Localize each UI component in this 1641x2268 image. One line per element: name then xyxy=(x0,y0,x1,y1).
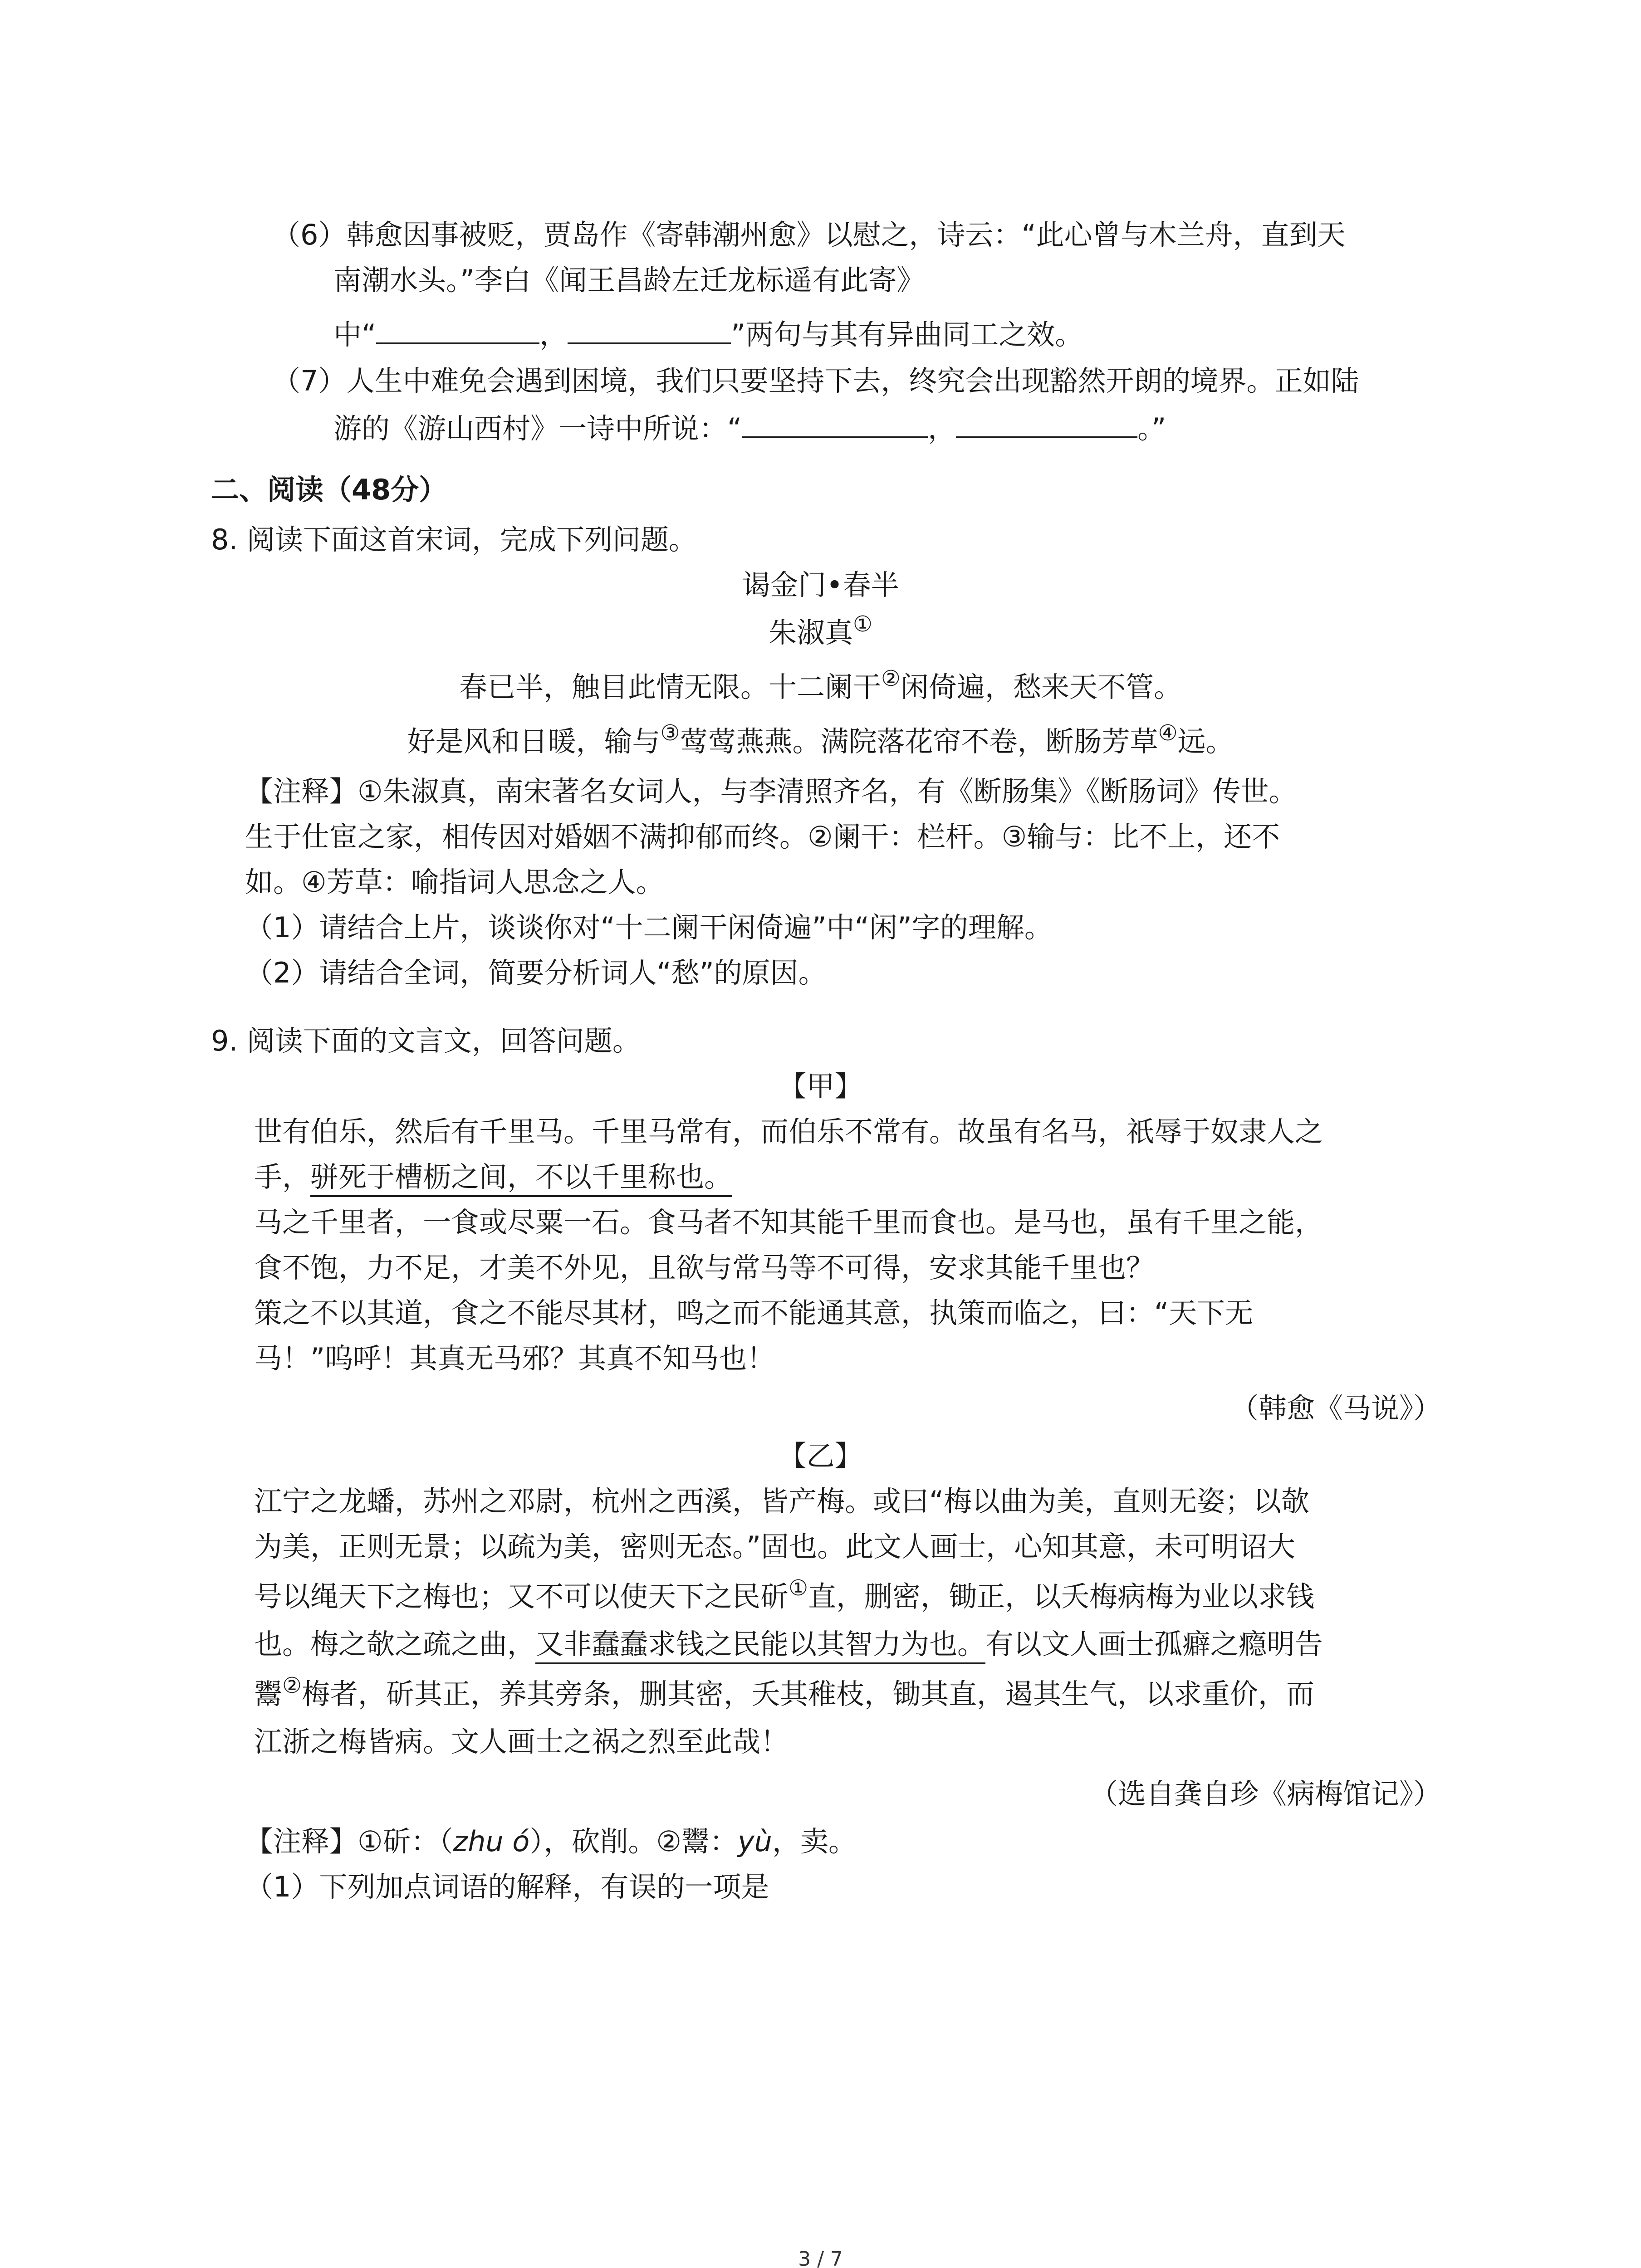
yi-line-3 xyxy=(254,1574,1314,1619)
q6-text-3c: ”两句与其有异曲同工之效。 xyxy=(731,318,1083,351)
q9-intro: 9. 阅读下面的文言文，回答问题。 xyxy=(211,1024,641,1057)
jia-line-2-a: 手， xyxy=(254,1160,311,1193)
jia-underlined-sentence: 骈死于槽枥之间，不以千里称也。 xyxy=(310,1160,732,1197)
poem-author-name: 朱淑真 xyxy=(768,616,853,649)
q9-note-a: 【注释】①斫：（ xyxy=(245,1825,453,1858)
poem-title: 谒金门•春半 xyxy=(742,568,899,601)
yi-line-1: 江宁之龙蟠，苏州之邓尉，杭州之西溪，皆产梅。或曰“梅以曲为美，直则无姿；以欹 xyxy=(254,1485,1310,1518)
poem-author xyxy=(0,610,1641,655)
q7-line1 xyxy=(272,358,1359,404)
q6-blank-1[interactable] xyxy=(376,315,539,344)
q7-text-2b: ， xyxy=(928,412,956,445)
q9-sub-1: （1）下列加点词语的解释，有误的一项是 xyxy=(245,1870,769,1903)
q6-line3 xyxy=(333,312,1083,357)
yi-line-5 xyxy=(254,1672,1314,1717)
yi-line-3-b: 直，删密，锄正，以夭梅病梅为业以求钱 xyxy=(808,1580,1315,1613)
poem-line-2-c: 远。 xyxy=(1177,725,1234,758)
poem-line-1-a: 春已半，触目此情无限。十二阑干 xyxy=(459,670,881,704)
q6-blank-2[interactable] xyxy=(568,315,731,344)
q7-text-2c: 。” xyxy=(1137,412,1166,445)
q7-blank-1[interactable] xyxy=(742,409,928,438)
q6-line2: 南潮水头。”李白《闻王昌龄左迁龙标遥有此寄》 xyxy=(333,264,925,297)
yi-underlined-sentence: 又非蠢蠢求钱之民能以其智力为也。 xyxy=(535,1628,985,1664)
yi-line-4 xyxy=(254,1622,1323,1667)
poem-note-mark-2: ② xyxy=(881,666,901,691)
q7-line2 xyxy=(333,406,1166,451)
jia-line-1: 世有伯乐，然后有千里马。千里马常有，而伯乐不常有。故虽有名马，祇辱于奴隶人之 xyxy=(254,1115,1323,1148)
q7-text-1: 人生中难免会遇到困境，我们只要坚持下去，终究会出现豁然开朗的境界。正如陆 xyxy=(346,364,1359,397)
q9-note-b: ），砍削。②鬻： xyxy=(529,1825,738,1858)
q9-note xyxy=(245,1819,857,1864)
poem-note-mark-4: ④ xyxy=(1158,720,1178,746)
jia-line-6: 马！”呜呼！其真无马邪？其真不知马也！ xyxy=(254,1342,775,1375)
jia-line-5: 策之不以其道，食之不能尽其材，鸣之而不能通其意，执策而临之，曰：“天下无 xyxy=(254,1296,1254,1330)
q8-sub-1: （1）请结合上片，谈谈你对“十二阑干闲倚遍”中“闲”字的理解。 xyxy=(245,911,1053,944)
passage-yi-title: 【乙】 xyxy=(778,1439,863,1472)
q6-number: （6） xyxy=(272,218,347,251)
passage-jia-title: 【甲】 xyxy=(778,1070,863,1103)
q9-note-c: ，卖。 xyxy=(772,1825,857,1858)
q7-number: （7） xyxy=(272,364,347,397)
q6-line1 xyxy=(272,212,1346,258)
q7-blank-2[interactable] xyxy=(956,409,1137,438)
q6-text-3a: 中“ xyxy=(333,318,377,351)
poem-note-mark-3: ③ xyxy=(660,720,680,746)
yi-line-3-a: 号以绳天下之梅也；又不可以使天下之民斫 xyxy=(254,1580,789,1613)
yi-note-mark-1: ① xyxy=(789,1575,808,1601)
poem-line-1 xyxy=(0,665,1641,710)
yi-line-6: 江浙之梅皆病。文人画士之祸之烈至此哉！ xyxy=(254,1725,789,1758)
yi-line-5-a: 鬻 xyxy=(254,1677,283,1711)
jia-line-2 xyxy=(254,1154,732,1200)
q8-intro: 8. 阅读下面这首宋词，完成下列问题。 xyxy=(211,523,697,556)
yi-line-5-b: 梅者，斫其正，养其旁条，删其密，夭其稚枝，锄其直，遏其生气，以求重价，而 xyxy=(302,1677,1315,1711)
pinyin-yu: yù xyxy=(737,1825,772,1858)
jia-source: （韩愈《马说》） xyxy=(1230,1392,1441,1425)
jia-line-3: 马之千里者，一食或尽粟一石。食马者不知其能千里而食也。是马也，虽有千里之能， xyxy=(254,1206,1323,1239)
q8-sub-2: （2）请结合全词，简要分析词人“愁”的原因。 xyxy=(245,956,827,989)
q6-text-1: 韩愈因事被贬，贾岛作《寄韩潮州愈》以慰之，诗云：“此心曾与木兰舟，直到天 xyxy=(346,218,1346,251)
jia-line-4: 食不饱，力不足，才美不外见，且欲与常马等不可得，安求其能千里也？ xyxy=(254,1251,1155,1284)
poem-line-1-b: 闲倚遍，愁来天不管。 xyxy=(901,670,1182,704)
author-note-mark: ① xyxy=(852,611,873,637)
page-number: 3 / 7 xyxy=(798,2248,843,2268)
yi-source: （选自龚自珍《病梅馆记》） xyxy=(1089,1777,1441,1810)
poem-line-2 xyxy=(0,719,1641,764)
pinyin-zhuo: zhu ó xyxy=(453,1825,530,1858)
q7-text-2a: 游的《游山西村》一诗中所说：“ xyxy=(333,412,742,445)
q8-note-2: 生于仕宦之家，相传因对婚姻不满抑郁而终。②阑干：栏杆。③输与：比不上，还不 xyxy=(245,820,1280,853)
yi-line-2: 为美，正则无景；以疏为美，密则无态。”固也。此文人画士，心知其意，未可明诏大 xyxy=(254,1530,1296,1563)
section-heading: 二、阅读（48分） xyxy=(211,473,447,506)
yi-line-4-b: 有以文人画士孤癖之瘾明告 xyxy=(985,1628,1323,1661)
yi-line-4-a: 也。梅之欹之疏之曲， xyxy=(254,1628,536,1661)
q6-text-3b: ， xyxy=(539,318,568,351)
poem-line-2-b: 莺莺燕燕。满院落花帘不卷，断肠芳草 xyxy=(680,725,1158,758)
q8-note-1: 【注释】①朱淑真，南宋著名女词人，与李清照齐名，有《断肠集》《断肠词》传世。 xyxy=(245,775,1297,808)
q8-note-3: 如。④芳草：喻指词人思念之人。 xyxy=(245,865,664,899)
yi-note-mark-2: ② xyxy=(282,1673,302,1698)
poem-line-2-a: 好是风和日暖，输与 xyxy=(407,725,661,758)
